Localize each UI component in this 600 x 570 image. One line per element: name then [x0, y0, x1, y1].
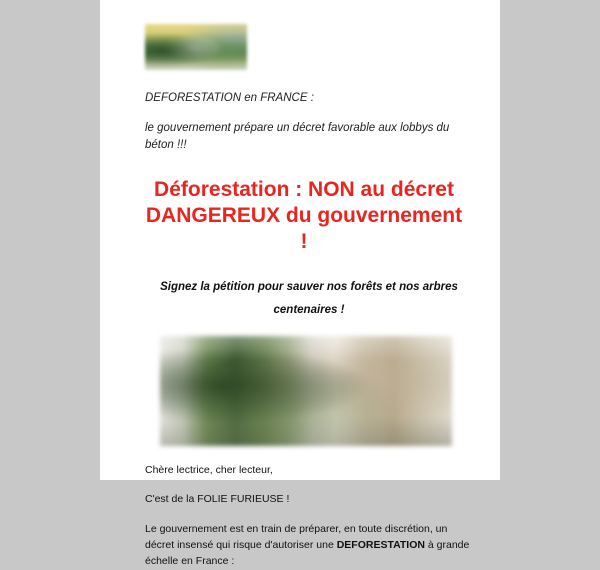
- subject-line: DEFORESTATION en FRANCE :: [145, 92, 314, 104]
- page-title: Déforestation : NON au décret DANGEREUX du gouvernement !: [145, 178, 463, 253]
- logo-banner-image: [145, 24, 247, 70]
- petition-subheading: Signez la pétition pour sauver nos forêts et nos arbres centenaires !: [160, 281, 458, 317]
- lede-text: le gouvernement prépare un décret favorable aux lobbys du béton !!!: [145, 122, 450, 151]
- paragraph-1: [145, 521, 474, 570]
- paragraph-1-part-1: Le gouvernement est en train de préparer, en toute discrétion, un décret insensé qui risque d'autoriser une: [145, 522, 448, 551]
- alert-text: C'est de la FOLIE FURIEUSE !: [145, 493, 290, 506]
- paragraph-1-part-2: à grande échelle en France :: [145, 538, 470, 568]
- paragraph-1-emphasis: DEFORESTATION: [336, 538, 425, 551]
- document-content: [100, 0, 500, 570]
- forest-photo: [160, 336, 452, 446]
- document-page: [100, 0, 500, 568]
- greeting-text: Chère lectrice, cher lecteur,: [145, 464, 273, 477]
